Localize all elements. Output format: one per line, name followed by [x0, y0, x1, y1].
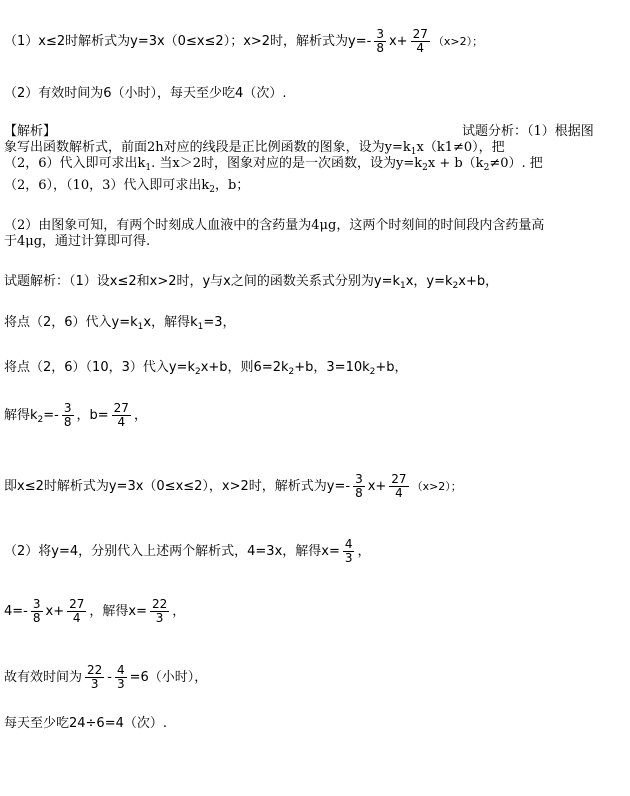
- solution-text: ，解得x=: [89, 604, 147, 619]
- fraction-numerator: 3: [32, 597, 41, 611]
- fraction: [112, 402, 131, 429]
- analysis-p2-line2: 于4μg，通过计算即可得.: [4, 234, 151, 249]
- fraction-denominator: 3: [344, 551, 353, 565]
- fraction-numerator: 22: [87, 663, 103, 677]
- solution-text: +b，3=10k: [294, 360, 370, 375]
- analysis-text: x + b（k: [427, 156, 484, 171]
- analysis-p1-line2: [4, 156, 543, 176]
- answer-text: （1）x≤2时解析式为y=3x（0≤x≤2）；x>2时，解析式为y=-: [4, 34, 372, 49]
- analysis-p1-line3: [4, 178, 249, 198]
- fraction-denominator: 4: [72, 611, 81, 625]
- solution-line-6: [4, 538, 371, 565]
- fraction-denominator: 4: [117, 415, 126, 429]
- subscript: 2: [209, 185, 215, 195]
- analysis-text: （2，6）代入即可求出k: [4, 156, 146, 171]
- fraction: [115, 664, 127, 691]
- subscript: 2: [194, 367, 201, 377]
- answer-line-1: [4, 28, 483, 55]
- subscript: 2: [452, 281, 459, 291]
- fraction: [67, 598, 86, 625]
- solution-line-4: [4, 402, 147, 429]
- solution-text: 将点（2，6）（10，3）代入y=k: [4, 360, 195, 375]
- solution-text: x+: [45, 604, 65, 619]
- fraction-numerator: 27: [391, 472, 407, 486]
- solution-text: x，解得k: [143, 315, 198, 330]
- solution-line-7: [4, 598, 185, 625]
- solution-text: （2）将y=4，分别代入上述两个解析式，4=3x，解得x=: [4, 544, 340, 559]
- fraction-numerator: 4: [117, 663, 125, 677]
- subscript: 2: [422, 163, 428, 173]
- solution-text: ，: [133, 408, 147, 423]
- analysis-text: ≠0）. 把: [489, 156, 543, 171]
- solution-text: x，y=k: [405, 274, 453, 289]
- fraction-denominator: 3: [117, 677, 125, 691]
- subscript: 1: [197, 322, 204, 332]
- fraction: [389, 473, 408, 500]
- subscript: 2: [483, 163, 490, 173]
- solution-text: =-: [43, 408, 59, 423]
- answer-text: x+: [388, 34, 408, 49]
- fraction-numerator: 3: [355, 472, 363, 486]
- analysis-text: 象写出函数解析式，前面2h对应的线段是正比例函数的图象，设为y=k: [4, 140, 411, 155]
- solution-line-8: [4, 664, 207, 691]
- fraction: [62, 402, 74, 429]
- fraction: [353, 473, 365, 500]
- fraction-numerator: 27: [412, 27, 428, 41]
- analysis-text: x（k1≠0），把: [416, 140, 505, 155]
- fraction: [374, 28, 386, 55]
- solution-text: ，: [172, 604, 186, 619]
- fraction: [150, 598, 169, 625]
- solution-line-5: [4, 473, 462, 500]
- solution-line-3: [4, 360, 408, 380]
- subscript: 1: [400, 281, 406, 291]
- fraction-numerator: 27: [113, 401, 129, 415]
- fraction-denominator: 4: [395, 486, 403, 500]
- fraction-denominator: 8: [355, 486, 363, 500]
- solution-text: x+b，: [458, 274, 499, 289]
- solution-text: +b，: [375, 360, 408, 375]
- analysis-intro: 试题分析：（1）根据图: [462, 124, 594, 139]
- fraction-numerator: 3: [63, 401, 72, 415]
- subscript: 1: [137, 322, 144, 332]
- solution-text: x+: [367, 479, 387, 494]
- answer-text: （x>2）；: [432, 35, 484, 48]
- solution-text: ，b=: [76, 408, 109, 423]
- subscript: 1: [410, 147, 417, 157]
- subscript: 1: [145, 163, 152, 173]
- analysis-text: ，b；: [214, 178, 250, 193]
- fraction-denominator: 8: [376, 41, 384, 55]
- solution-text: 4=-: [4, 604, 28, 619]
- solution-line-2: [4, 315, 236, 335]
- solution-text: ，: [357, 544, 371, 559]
- fraction: [411, 28, 430, 55]
- subscript: 2: [288, 367, 295, 377]
- fraction-denominator: 8: [32, 611, 41, 625]
- fraction-denominator: 3: [90, 677, 99, 691]
- solution-text: （x>2）；: [411, 480, 462, 493]
- solution-text: 解得k: [4, 408, 38, 423]
- fraction-numerator: 27: [69, 597, 85, 611]
- solution-text: 将点（2，6）代入y=k: [4, 315, 138, 330]
- analysis-p2-line1: （2）由图象可知，有两个时刻成人血液中的含药量为4μg，这两个时刻间的时间段内含药量高: [4, 218, 545, 233]
- solution-text: =6（小时），: [129, 670, 208, 685]
- fraction-numerator: 22: [151, 597, 168, 611]
- solution-text: 故有效时间为: [4, 670, 83, 685]
- subscript: 2: [37, 415, 44, 425]
- solution-text: -: [107, 670, 112, 685]
- solution-text: x+b，则6=2k: [200, 360, 289, 375]
- solution-text: 即x≤2时解析式为y=3x（0≤x≤2），x>2时，解析式为y=-: [4, 479, 351, 494]
- solution-text: 试题解析：（1）设x≤2和x>2时，y与x之间的函数关系式分别为y=k: [4, 274, 400, 289]
- analysis-heading: 【解析】: [4, 124, 57, 139]
- answer-line-2: （2）有效时间为6（小时），每天至少吃4（次）.: [4, 86, 287, 101]
- fraction: [343, 538, 355, 565]
- solution-text: =3，: [203, 315, 236, 330]
- fraction-denominator: 3: [155, 611, 164, 625]
- solution-line-9: 每天至少吃24÷6=4（次）.: [4, 716, 168, 731]
- fraction-numerator: 3: [376, 27, 384, 41]
- fraction: [85, 664, 104, 691]
- fraction-numerator: 4: [344, 537, 353, 551]
- fraction-denominator: 4: [416, 41, 425, 55]
- analysis-text: （2，6），（10，3）代入即可求出k: [4, 178, 210, 193]
- fraction: [31, 598, 43, 625]
- fraction-denominator: 8: [63, 415, 72, 429]
- subscript: 2: [369, 367, 376, 377]
- analysis-text: . 当x＞2时，图象对应的是一次函数，设为y=k: [151, 156, 423, 171]
- solution-line-1: [4, 274, 498, 294]
